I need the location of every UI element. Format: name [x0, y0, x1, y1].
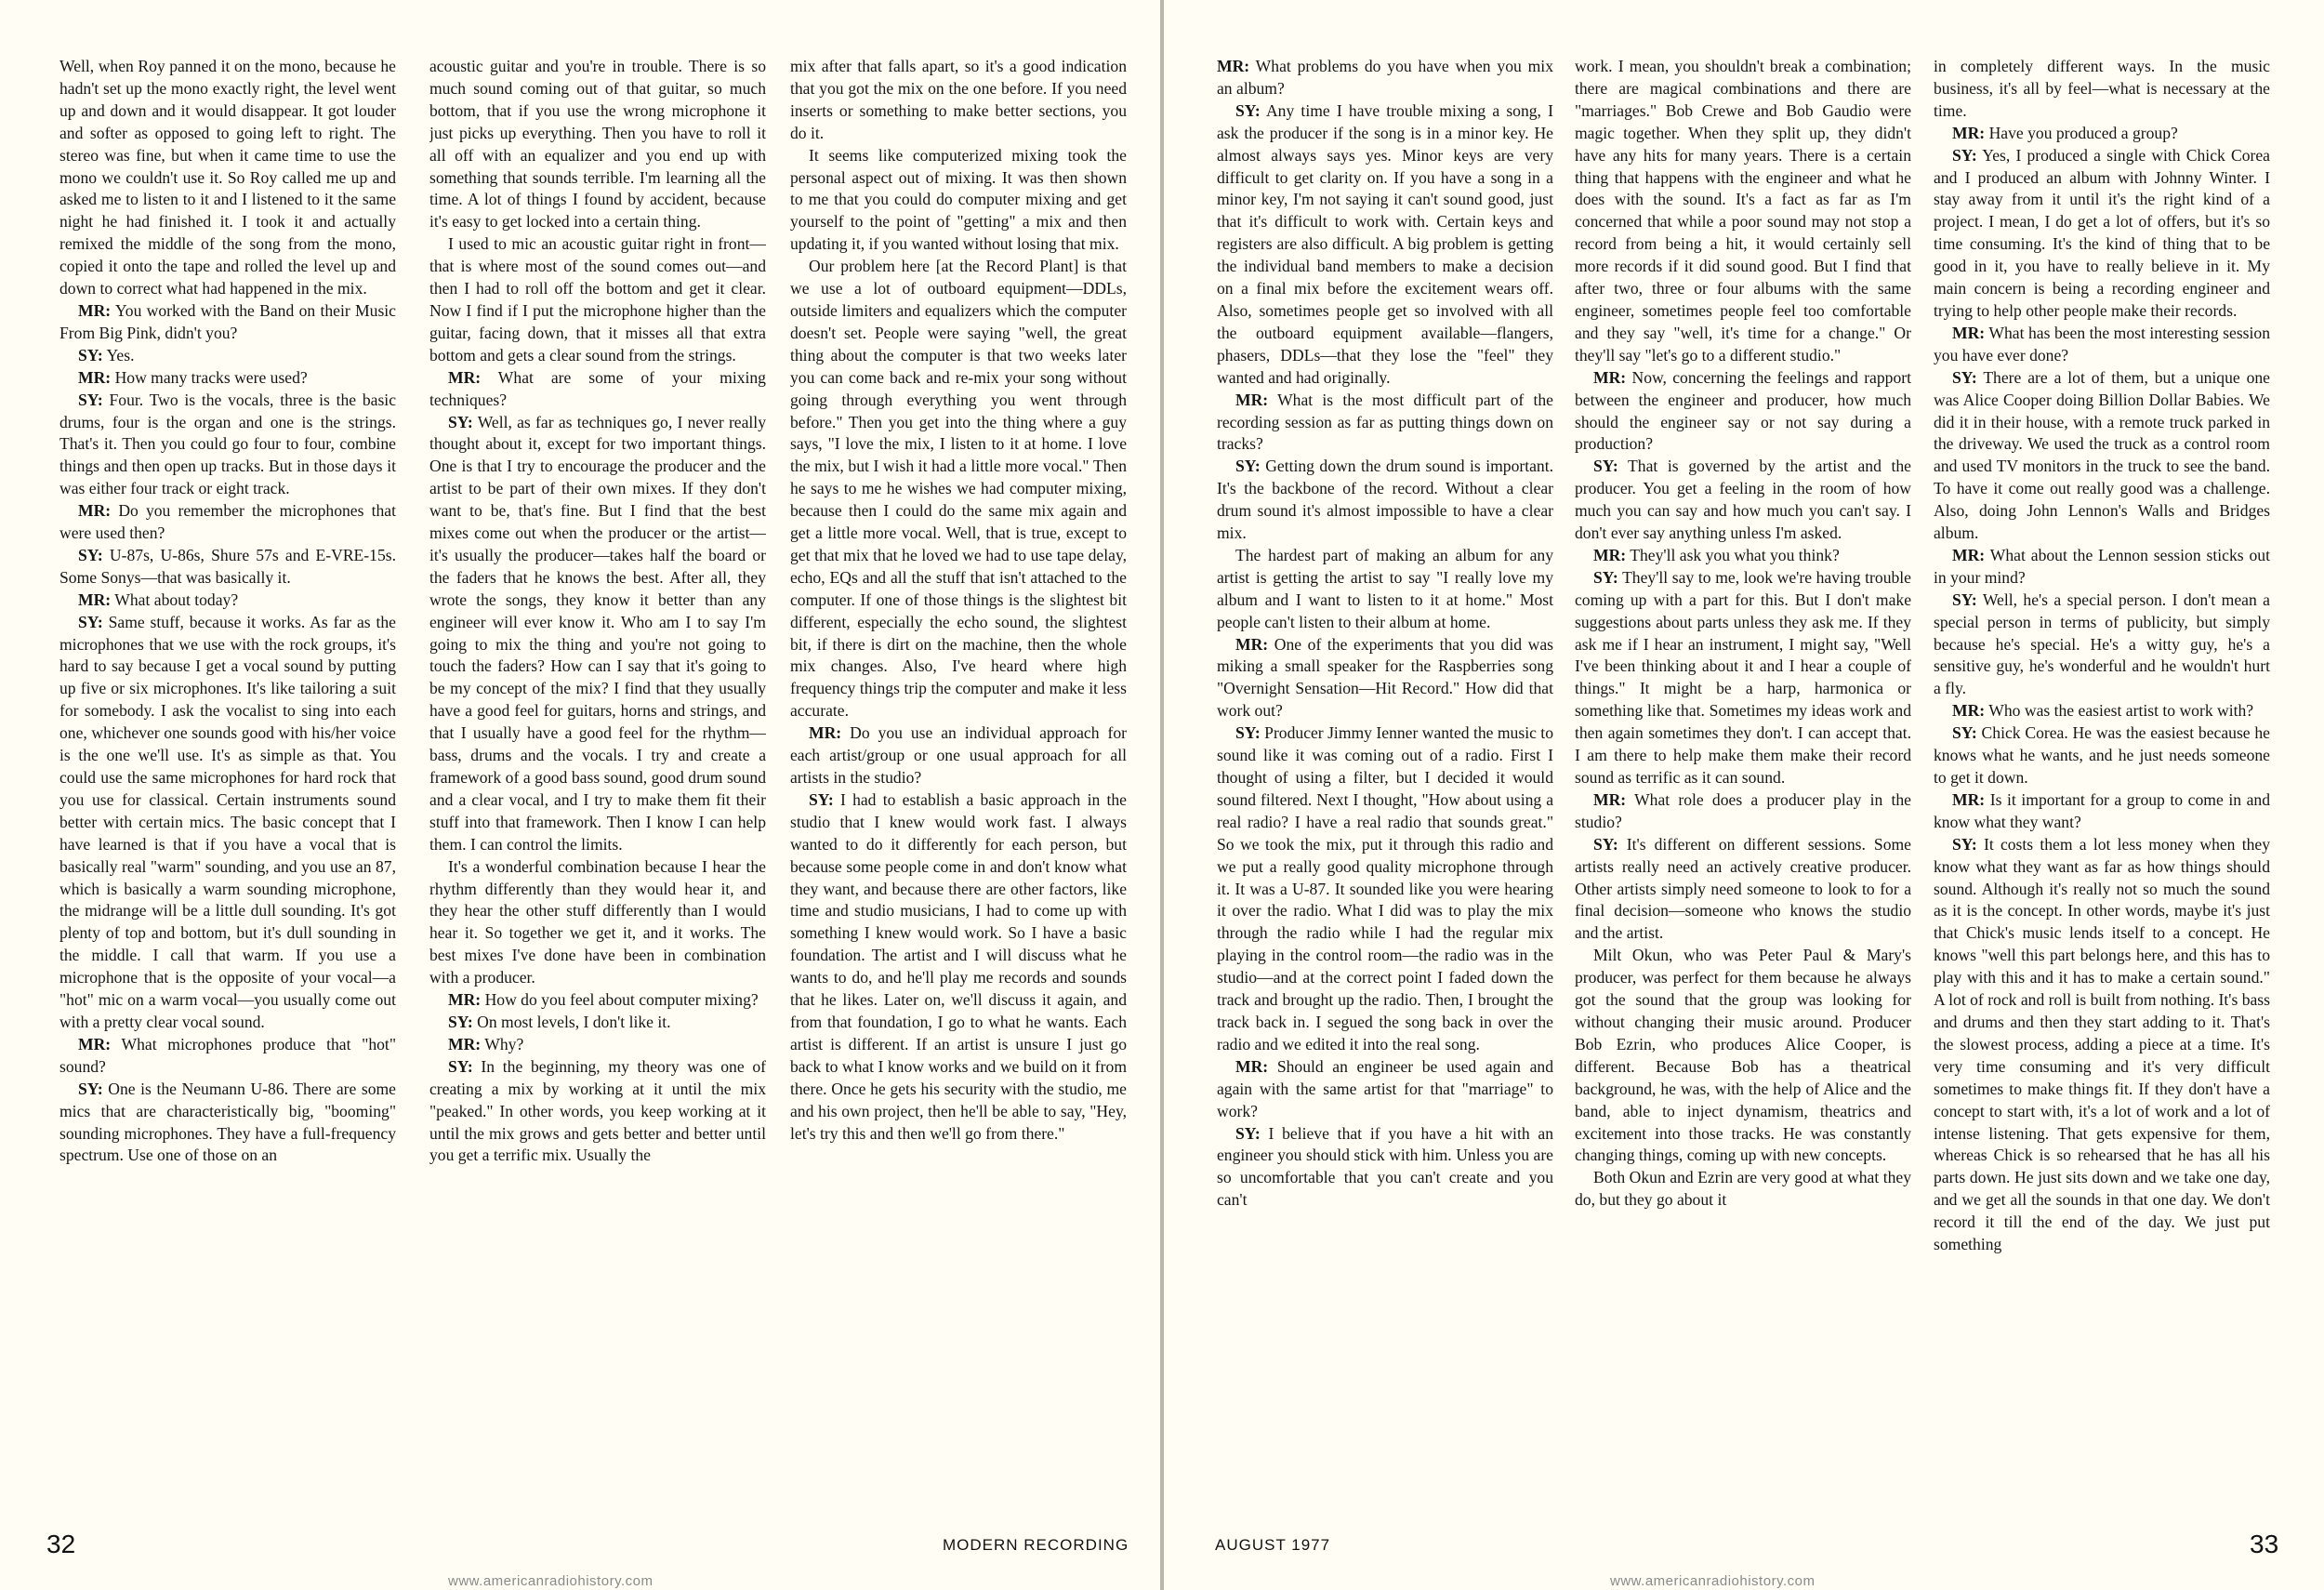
- paragraph-text: I had to establish a basic approach in the studio that I knew would work fast. I always wanted to do it differently for each person, but because some people come in and don't know what they want, and because there are other factors, like time and studio musicians, I had to come up with something I knew would work. So I have a basic foundation. The artist and I will discuss what he wants to do, and he'll play me records and sounds that he likes. Later on, we'll discuss it again, and from that foundation, I go to what he wants. Each artist is different. If an artist is unsure I just go back to what I know works and we build on it from there. Once he gets his security with the studio, me and his own project, then he'll be able to say, "Hey, let's try this and then we'll go from there.": [790, 789, 1127, 1143]
- paragraph-text: It seems like computerized mixing took the personal aspect out of mixing. It was then shown to me that you could do computer mixing and get yourself to the point of "getting" a mix and then updating it, if you wanted without losing that mix.: [790, 145, 1127, 254]
- paragraph: [1217, 545, 1553, 634]
- paragraph: [1934, 323, 2270, 367]
- paragraph-text: Is it important for a group to come in and know what they want?: [1934, 789, 2270, 831]
- paragraph-text: Same stuff, because it works. As far as the microphones that we use with the rock groups, it's hard to say because I get a vocal sound by putting up five or six microphones. It's like tailoring a suit for somebody. I ask the vocalist to sing into each one, whichever one sounds good with his/her voice is the one we'll use. It's as simple as that. You could use the same microphones for hard rock that you use for classical. Certain instruments sound better with certain mics. The basic concept that I have learned is that if you have a vocal that is basically real "warm" sounding, and you use an 87, which is basically a warm sounding microphone, the midrange will be a little dull sounding. It's got plenty of top and bottom, but it's dull sounding in the middle. I call that warm. If you use a microphone that is the opposite of your vocal—a "hot" mic on a warm vocal—you usually come out with a pretty clear vocal sound.: [59, 612, 396, 1031]
- speaker-label: SY:: [1952, 590, 1977, 609]
- paragraph: [429, 1056, 766, 1168]
- paragraph: [59, 1079, 396, 1168]
- paragraph: [59, 1034, 396, 1079]
- paragraph-text: Well, he's a special person. I don't mean a special person in terms of publicity, but simply because he's special. He's a witty guy, he's a sensitive guy, he's wonderful and he wouldn't hurt a fly.: [1934, 590, 2270, 698]
- paragraph: [59, 300, 396, 345]
- paragraph: [59, 500, 396, 545]
- page-number: 33: [2250, 1530, 2279, 1558]
- article-column: [790, 56, 1127, 1514]
- paragraph: [1934, 789, 2270, 834]
- speaker-label: SY:: [448, 1056, 473, 1076]
- speaker-label: SY:: [78, 1079, 103, 1098]
- paragraph-text: Four. Two is the vocals, three is the basic drums, four is the organ and one is the strings. That's it. Then you could go four to four, combine things and then open up tracks. But in those days it was either four track or eight track.: [59, 390, 396, 498]
- article-column: [1217, 56, 1553, 1514]
- paragraph-text: Why?: [484, 1034, 524, 1053]
- paragraph-text: Do you remember the microphones that were used then?: [59, 501, 396, 543]
- speaker-label: SY:: [1235, 457, 1261, 476]
- paragraph-text: What microphones produce that "hot" sound?: [59, 1034, 396, 1076]
- paragraph: [1575, 567, 1911, 789]
- paragraph-text: Any time I have trouble mixing a song, I ask the producer if the song is in a minor key. He almost always says yes. Minor keys are very difficult to get clarity on. If you have a song in a minor key, I'm not saying it can't sound good, just that it's difficult to work with. Certain keys and registers are also difficult. A big problem is getting the individual band members to make a decision on a final mix before the excitement wears off. Also, sometimes people get so involved with all the outboard equipment available—flangers, phasers, DDLs—that they lose the "feel" they wanted and had originally.: [1217, 100, 1553, 387]
- article-column: [429, 56, 766, 1514]
- paragraph-text: I believe that if you have a hit with an engineer you should stick with him. Unless you are so uncomfortable that you can't create and you can't: [1217, 1123, 1553, 1210]
- paragraph: [1575, 945, 1911, 1167]
- paragraph: [1934, 834, 2270, 1256]
- paragraph-text: Chick Corea. He was the easiest because he knows what he wants, and he just needs someone to get it down.: [1934, 723, 2270, 787]
- paragraph: [429, 1034, 766, 1056]
- speaker-label: SY:: [78, 390, 103, 409]
- speaker-label: MR:: [78, 1034, 112, 1053]
- speaker-label: SY:: [448, 412, 473, 431]
- paragraph: [429, 367, 766, 412]
- paragraph: [1217, 1123, 1553, 1212]
- paragraph-text: What is the most difficult part of the recording session as far as putting things down on tracks?: [1217, 390, 1553, 454]
- paragraph: [429, 412, 766, 856]
- left-page-32: [0, 0, 1160, 1590]
- paragraph: [1575, 545, 1911, 567]
- paragraph: [1934, 56, 2270, 123]
- paragraph-text: One of the experiments that you did was miking a small speaker for the Raspberries song "Overnight Sensation—Hit Record." How did that work out?: [1217, 634, 1553, 721]
- paragraph: [1575, 56, 1911, 367]
- paragraph-text: It's a wonderful combination because I hear the rhythm differently than they would hear it, and they hear the other stuff differently than I would hear it. So together we get it, and it works. The best mixes I've done have been in combination with a producer.: [429, 856, 766, 987]
- speaker-label: SY:: [809, 789, 834, 809]
- paragraph-text: Now, concerning the feelings and rapport between the engineer and producer, how much should the engineer say or not say during a production?: [1575, 367, 1911, 454]
- paragraph-text: What has been the most interesting session you have ever done?: [1934, 323, 2270, 364]
- paragraph: [1217, 456, 1553, 545]
- page-number: 32: [46, 1530, 76, 1558]
- paragraph: [1575, 367, 1911, 457]
- speaker-label: SY:: [1593, 567, 1618, 587]
- paragraph: [1934, 722, 2270, 789]
- paragraph-text: Do you use an individual approach for each artist/group or one usual approach for all artists in the studio?: [790, 723, 1127, 787]
- paragraph: [1575, 456, 1911, 545]
- paragraph: [790, 789, 1127, 1146]
- paragraph-text: Yes.: [106, 345, 135, 364]
- speaker-label: SY:: [1235, 1123, 1261, 1143]
- paragraph-text: What about the Lennon session sticks out in your mind?: [1934, 545, 2270, 587]
- paragraph-text: There are a lot of them, but a unique one was Alice Cooper doing Billion Dollar Babies. We did it in their house, with a remote truck parked in the driveway. We used the truck as a control room and used TV monitors in the truck to see the band. To have it come out really good was a challenge. Also, doing John Lennon's Walls and Bridges album.: [1934, 367, 2270, 543]
- paragraph: [59, 56, 396, 300]
- paragraph-text: Producer Jimmy Ienner wanted the music to sound like it was coming out of a radio. First I thought of using a filter, but I decided it would sound filtered. Next I thought, "How about using a real radio? I have a real radio that sounds great." So we took the mix, put it through this radio and we put a really good quality microphone through it. It was a U-87. It sounded like you were hearing it over the radio. What I did was to play the mix through the radio while I had the regular mix playing in the control room—the radio was in the studio—and at the correct point I faded down the track and brought up the radio. Then, I brought the track back in. I segued the song back in over the radio and we edited it into the real song.: [1217, 723, 1553, 1053]
- paragraph: [1934, 590, 2270, 701]
- speaker-label: SY:: [1235, 100, 1261, 120]
- speaker-label: MR:: [448, 990, 482, 1010]
- speaker-label: MR:: [1235, 634, 1269, 654]
- paragraph-text: in completely different ways. In the music business, it's all by feel—what is necessary at the time.: [1934, 57, 2270, 120]
- paragraph-text: work. I mean, you shouldn't break a combination; there are magical combinations and there are "marriages." Bob Crewe and Bob Gaudio were magic together. When they split up, they didn't have any hits for many years. There is a certain thing that happens with the engineer and what he does with the sound. It's a fact as far as I'm concerned that while a poor sound may not stop a record from being a hit, it would certainly sell more records if it did sound good. But I find that after two, three or four albums with the same engineer, sometimes people feel too comfortable and they say "well, it's time for a change." Or they'll say "let's go to a different studio.": [1575, 57, 1911, 364]
- speaker-label: MR:: [1235, 1056, 1269, 1076]
- paragraph-text: Getting down the drum sound is important. It's the backbone of the record. Without a clear drum sound it's almost impossible to have a clear mix.: [1217, 457, 1553, 543]
- paragraph-text: What problems do you have when you mix an album?: [1217, 57, 1553, 98]
- paragraph: [1575, 834, 1911, 946]
- paragraph-text: In the beginning, my theory was one of creating a mix by working at it until the mix "peaked." In other words, you keep working at it until the mix grows and gets better and better until you get a terrific mix. Usually the: [429, 1056, 766, 1165]
- paragraph: [1217, 722, 1553, 1056]
- article-column: [1575, 56, 1911, 1514]
- paragraph: [59, 545, 396, 590]
- paragraph-text: How do you feel about computer mixing?: [484, 990, 759, 1010]
- speaker-label: SY:: [1593, 457, 1618, 476]
- speaker-label: SY:: [1952, 834, 1977, 854]
- paragraph-text: It's different on different sessions. Some artists really need an actively creative producer. Other artists simply need someone to look to for a final decision—someone who knows the studio and the artist.: [1575, 834, 1911, 943]
- paragraph: [1217, 56, 1553, 100]
- paragraph: [1217, 390, 1553, 457]
- paragraph-text: That is governed by the artist and the producer. You get a feeling in the room of how much you can say and how much you can't say. I don't ever say anything unless I'm asked.: [1575, 457, 1911, 543]
- speaker-label: MR:: [1952, 545, 1986, 564]
- paragraph-text: One is the Neumann U-86. There are some mics that are characteristically big, "booming" sounding microphones. They have a full-frequency spectrum. Use one of those on an: [59, 1079, 396, 1165]
- paragraph: [59, 612, 396, 1034]
- paragraph: [429, 233, 766, 366]
- paragraph: [1575, 789, 1911, 834]
- paragraph-text: Well, as far as techniques go, I never really thought about it, except for two important things. One is that I try to encourage the producer and the artist to be part of their own mixes. If they don't want to be, that's fine. But I find that the best mixes come out when the producer or the artist—it's usually the producer—takes half the board or the faders that he knows the best. After all, they wrote the songs, they know it better than any engineer will ever know it. Who am I to say I'm going to mix the thing and you're not going to touch the faders? How can I say that it's going to be my concept of the mix? I find that they usually have a good feel for guitars, horns and strings, and that I usually have a good feel for the rhythm— bass, drums and the vocals. I try and create a framework of a good bass sound, good drum sound and a clear vocal, and I try to make them fit their stuff into that framework. Then I know I can help them. I can control the limits.: [429, 412, 766, 854]
- paragraph: [429, 1012, 766, 1034]
- paragraph: [1934, 123, 2270, 145]
- paragraph-text: What role does a producer play in the studio?: [1575, 789, 1911, 831]
- paragraph: [429, 856, 766, 989]
- right-page-33: [1164, 0, 2324, 1590]
- speaker-label: SY:: [448, 1012, 473, 1031]
- paragraph-text: It costs them a lot less money when they know what they want as far as how things should sound. Although it's really not so much the sound as it is the concept. In other words, maybe it's just that Chick's music lends itself to a concept. He knows "well this part belongs here, and this has to play with this and it has to make a certain sound." A lot of rock and roll is built from nothing. It's bass and drums and then they start adding to it. That's the slowest process, adding a piece at a time. It's very time consuming and it's very difficult sometimes to make things fit. If they don't have a concept to start with, it's a lot of work and a lot of intense listening. That gets expensive for them, whereas Chick is so rehearsed that he has all his parts down. He just sits down and we take one day, and we get all the sounds in that one day. We don't record it till the end of the day. We just put something: [1934, 834, 2270, 1254]
- speaker-label: MR:: [1952, 701, 1986, 721]
- speaker-label: MR:: [1952, 323, 1986, 342]
- paragraph: [429, 989, 766, 1012]
- paragraph-text: Have you produced a group?: [1988, 123, 2178, 142]
- article-column: [1934, 56, 2270, 1514]
- speaker-label: SY:: [1235, 723, 1261, 743]
- speaker-label: MR:: [78, 590, 112, 609]
- paragraph: [1217, 634, 1553, 723]
- paragraph-text: You worked with the Band on their Music From Big Pink, didn't you?: [59, 300, 396, 342]
- speaker-label: MR:: [78, 300, 112, 320]
- running-footer-magazine: MODERN RECORDING: [943, 1536, 1129, 1554]
- watermark-url: www.americanradiohistory.com: [448, 1573, 654, 1589]
- speaker-label: MR:: [1593, 367, 1627, 387]
- speaker-label: SY:: [78, 612, 103, 631]
- speaker-label: MR:: [1235, 390, 1269, 409]
- speaker-label: MR:: [1217, 57, 1250, 75]
- paragraph: [790, 56, 1127, 145]
- speaker-label: SY:: [78, 545, 103, 564]
- paragraph-text: How many tracks were used?: [114, 367, 308, 387]
- speaker-label: MR:: [448, 367, 482, 387]
- paragraph-text: Milt Okun, who was Peter Paul & Mary's producer, was perfect for them because he always got the sound that the group was looking for without changing their music around. Producer Bob Ezrin, who produces Alice Cooper, is different. Because Bob has a theatrical background, he was, with the help of Alice and the band, able to inject dynamism, theatrics and excitement into those tracks. He was constantly changing things, coming up with new concepts.: [1575, 946, 1911, 1165]
- paragraph: [790, 145, 1127, 257]
- paragraph: [59, 590, 396, 612]
- speaker-label: MR:: [1593, 545, 1627, 564]
- paragraph: [1934, 545, 2270, 590]
- speaker-label: SY:: [1952, 145, 1977, 165]
- speaker-label: MR:: [1593, 789, 1627, 809]
- paragraph-text: Both Okun and Ezrin are very good at what they do, but they go about it: [1575, 1168, 1911, 1210]
- paragraph-text: Well, when Roy panned it on the mono, because he hadn't set up the mono exactly right, the level went up and down and it would disappear. It got louder and softer as opposed to going left to right. The stereo was fine, but when it came time to use the mono we couldn't use it. So Roy called me up and asked me to listen to it and I listened to it the same night he had finished it. I took it and actually remixed the middle of the song from the mono, copied it onto the tape and rolled the level up and down to correct what had happened in the mix.: [59, 57, 396, 298]
- watermark-url: www.americanradiohistory.com: [1610, 1573, 1816, 1589]
- paragraph-text: On most levels, I don't like it.: [477, 1012, 671, 1031]
- speaker-label: MR:: [809, 723, 842, 743]
- speaker-label: SY:: [78, 345, 103, 364]
- paragraph-text: Yes, I produced a single with Chick Corea and I produced an album with Johnny Winter. I stay away from it until it's the right kind of a project. I mean, I do get a lot of offers, but it's so time consuming. It's the kind of thing that to be good in it, you have to really believe in it. My main concern is being a recording engineer and trying to help other people make their records.: [1934, 145, 2270, 320]
- paragraph-text: They'll say to me, look we're having trouble coming up with a part for this. But I don't make suggestions about parts unless they ask me. If they ask me if I hear an instrument, I might say, "Well I've been thinking about it and I hear a couple of things." It might be a harp, harmonica or something like that. Sometimes my ideas work and then again sometimes they don't. I can accept that. I am there to help make them make their record sound as terrific as it can sound.: [1575, 567, 1911, 787]
- paragraph: [59, 367, 396, 390]
- speaker-label: SY:: [1952, 723, 1977, 743]
- paragraph: [790, 256, 1127, 722]
- paragraph-text: acoustic guitar and you're in trouble. There is so much sound coming out of that guitar, so much bottom, that if you use the wrong microphone it just picks up everything. Then you have to roll it all off with an equalizer and you end up with something that sounds terrible. I'm learning all the time. A lot of things I found by accident, because it's easy to get locked into a certain thing.: [429, 57, 766, 232]
- paragraph: [1217, 100, 1553, 390]
- speaker-label: SY:: [1593, 834, 1618, 854]
- speaker-label: MR:: [1952, 789, 1986, 809]
- paragraph: [1934, 700, 2270, 722]
- running-footer-date: AUGUST 1977: [1215, 1536, 1331, 1554]
- paragraph-text: Our problem here [at the Record Plant] is that we use a lot of outboard equipment—DDLs, outside limiters and equalizers which the computer doesn't set. People were saying "well, the great thing about the computer is that two weeks later you can come back and re-mix your song without going through everything you went through before." Then you get into the thing where a guy says, "I love the mix, I listen to it at home. I love the mix, but I wish it had a little more vocal." Then he says to me he wishes we had computer mixing, because then I could do the same mix again and get a little more vocal. Well, that is true, except to get that mix that he loved we had to use tape delay, echo, EQs and all the stuff that isn't attached to the computer. If one of those things is the slightest bit different, especially the echo sound, the slightest bit, if there is dirt on the machine, then the whole mix changes. Also, I've heard where high frequency things trip the computer and make it less accurate.: [790, 257, 1127, 721]
- paragraph-text: What about today?: [114, 590, 239, 609]
- paragraph: [1934, 367, 2270, 545]
- speaker-label: MR:: [78, 367, 112, 387]
- paragraph: [59, 345, 396, 367]
- paragraph: [1575, 1167, 1911, 1212]
- paragraph: [429, 56, 766, 233]
- paragraph: [790, 722, 1127, 789]
- paragraph-text: The hardest part of making an album for any artist is getting the artist to say "I really love my album and I want to listen to it at home." Most people can't listen to their album at home.: [1217, 545, 1553, 631]
- speaker-label: MR:: [1952, 123, 1986, 142]
- paragraph: [1217, 1056, 1553, 1123]
- speaker-label: MR:: [448, 1034, 482, 1053]
- paragraph: [59, 390, 396, 501]
- paragraph-text: U-87s, U-86s, Shure 57s and E-VRE-15s. Some Sonys—that was basically it.: [59, 545, 396, 587]
- paragraph-text: Who was the easiest artist to work with?: [1988, 701, 2254, 721]
- paragraph-text: mix after that falls apart, so it's a good indication that you got the mix on the one before. If you need inserts or something to make better sections, you do it.: [790, 57, 1127, 142]
- paragraph-text: I used to mic an acoustic guitar right in front—that is where most of the sound comes out—and then I had to roll off the bottom and get it clear. Now I find if I put the microphone higher than the guitar, facing down, that it misses all that extra bottom and gets a clear sound from the strings.: [429, 234, 766, 364]
- article-column: [59, 56, 396, 1514]
- paragraph-text: They'll ask you what you think?: [1630, 545, 1840, 564]
- speaker-label: MR:: [78, 501, 112, 521]
- paragraph: [1934, 145, 2270, 323]
- paragraph-text: Should an engineer be used again and again with the same artist for that "marriage" to work?: [1217, 1056, 1553, 1120]
- paragraph-text: What are some of your mixing techniques?: [429, 367, 766, 409]
- speaker-label: SY:: [1952, 367, 1977, 387]
